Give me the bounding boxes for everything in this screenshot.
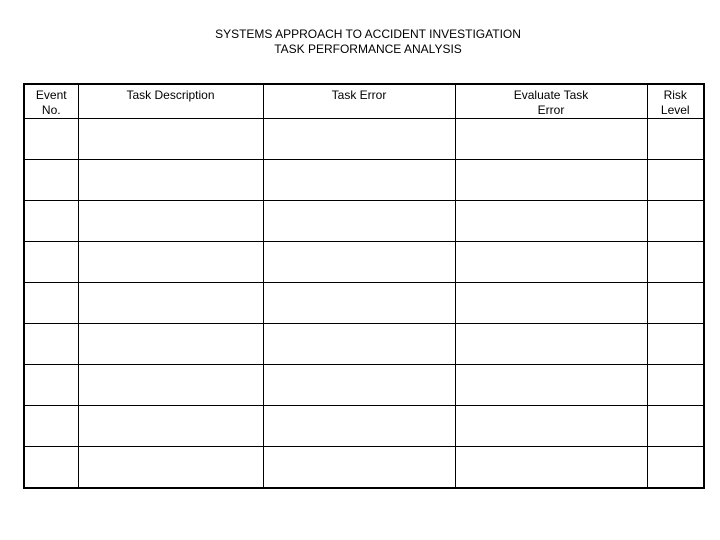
- header-text: Task Description: [126, 88, 215, 102]
- column-header-evaluate-task-error: [455, 84, 647, 119]
- evaluate-task-error-cell[interactable]: [455, 201, 647, 242]
- evaluate-task-error-cell[interactable]: [455, 119, 647, 160]
- table-body: [24, 119, 704, 489]
- task-description-cell[interactable]: [78, 365, 263, 406]
- task-description-cell[interactable]: [78, 160, 263, 201]
- evaluate-task-error-cell[interactable]: [455, 283, 647, 324]
- task-performance-table: [23, 83, 705, 489]
- task-error-cell[interactable]: [263, 283, 455, 324]
- table-row: [24, 324, 704, 365]
- event-no-cell[interactable]: [24, 365, 78, 406]
- evaluate-task-error-cell[interactable]: [455, 242, 647, 283]
- event-no-cell[interactable]: [24, 324, 78, 365]
- header-text: Event: [35, 88, 67, 102]
- event-no-cell[interactable]: [24, 201, 78, 242]
- column-header-task-error: [263, 84, 455, 119]
- document-title: [0, 27, 720, 57]
- risk-level-cell[interactable]: [647, 406, 704, 447]
- risk-level-cell[interactable]: [647, 283, 704, 324]
- task-description-cell[interactable]: [78, 406, 263, 447]
- table-row: [24, 201, 704, 242]
- risk-level-cell[interactable]: [647, 201, 704, 242]
- table-row: [24, 406, 704, 447]
- task-error-cell[interactable]: [263, 160, 455, 201]
- table-row: [24, 365, 704, 406]
- title-line-2: TASK PERFORMANCE ANALYSIS: [274, 42, 462, 56]
- event-no-cell[interactable]: [24, 242, 78, 283]
- title-line-1: SYSTEMS APPROACH TO ACCIDENT INVESTIGATION: [215, 27, 521, 41]
- task-error-cell[interactable]: [263, 447, 455, 489]
- column-header-task-description: [78, 84, 263, 119]
- event-no-cell[interactable]: [24, 160, 78, 201]
- header-text: No.: [41, 103, 61, 117]
- header-text: Risk: [663, 88, 687, 102]
- column-header-event-no: [24, 84, 78, 119]
- evaluate-task-error-cell[interactable]: [455, 365, 647, 406]
- task-error-cell[interactable]: [263, 324, 455, 365]
- table-row: [24, 283, 704, 324]
- risk-level-cell[interactable]: [647, 242, 704, 283]
- header-text: Evaluate Task: [513, 88, 589, 102]
- event-no-cell[interactable]: [24, 406, 78, 447]
- evaluate-task-error-cell[interactable]: [455, 324, 647, 365]
- task-description-cell[interactable]: [78, 242, 263, 283]
- task-error-cell[interactable]: [263, 242, 455, 283]
- risk-level-cell[interactable]: [647, 324, 704, 365]
- column-header-risk-level: [647, 84, 704, 119]
- evaluate-task-error-cell[interactable]: [455, 160, 647, 201]
- table-row: [24, 160, 704, 201]
- task-description-cell[interactable]: [78, 447, 263, 489]
- table-row: [24, 447, 704, 489]
- evaluate-task-error-cell[interactable]: [455, 406, 647, 447]
- table-header-row: [24, 84, 704, 119]
- task-description-cell[interactable]: [78, 119, 263, 160]
- header-text: Level: [660, 103, 690, 117]
- task-error-cell[interactable]: [263, 119, 455, 160]
- event-no-cell[interactable]: [24, 447, 78, 489]
- table-row: [24, 119, 704, 160]
- task-error-cell[interactable]: [263, 365, 455, 406]
- table-row: [24, 242, 704, 283]
- event-no-cell[interactable]: [24, 119, 78, 160]
- risk-level-cell[interactable]: [647, 119, 704, 160]
- task-error-cell[interactable]: [263, 201, 455, 242]
- task-error-cell[interactable]: [263, 406, 455, 447]
- task-description-cell[interactable]: [78, 201, 263, 242]
- task-description-cell[interactable]: [78, 324, 263, 365]
- header-text: Task Error: [331, 88, 387, 102]
- evaluate-task-error-cell[interactable]: [455, 447, 647, 489]
- risk-level-cell[interactable]: [647, 365, 704, 406]
- risk-level-cell[interactable]: [647, 447, 704, 489]
- header-text: Error: [537, 103, 565, 117]
- risk-level-cell[interactable]: [647, 160, 704, 201]
- event-no-cell[interactable]: [24, 283, 78, 324]
- task-description-cell[interactable]: [78, 283, 263, 324]
